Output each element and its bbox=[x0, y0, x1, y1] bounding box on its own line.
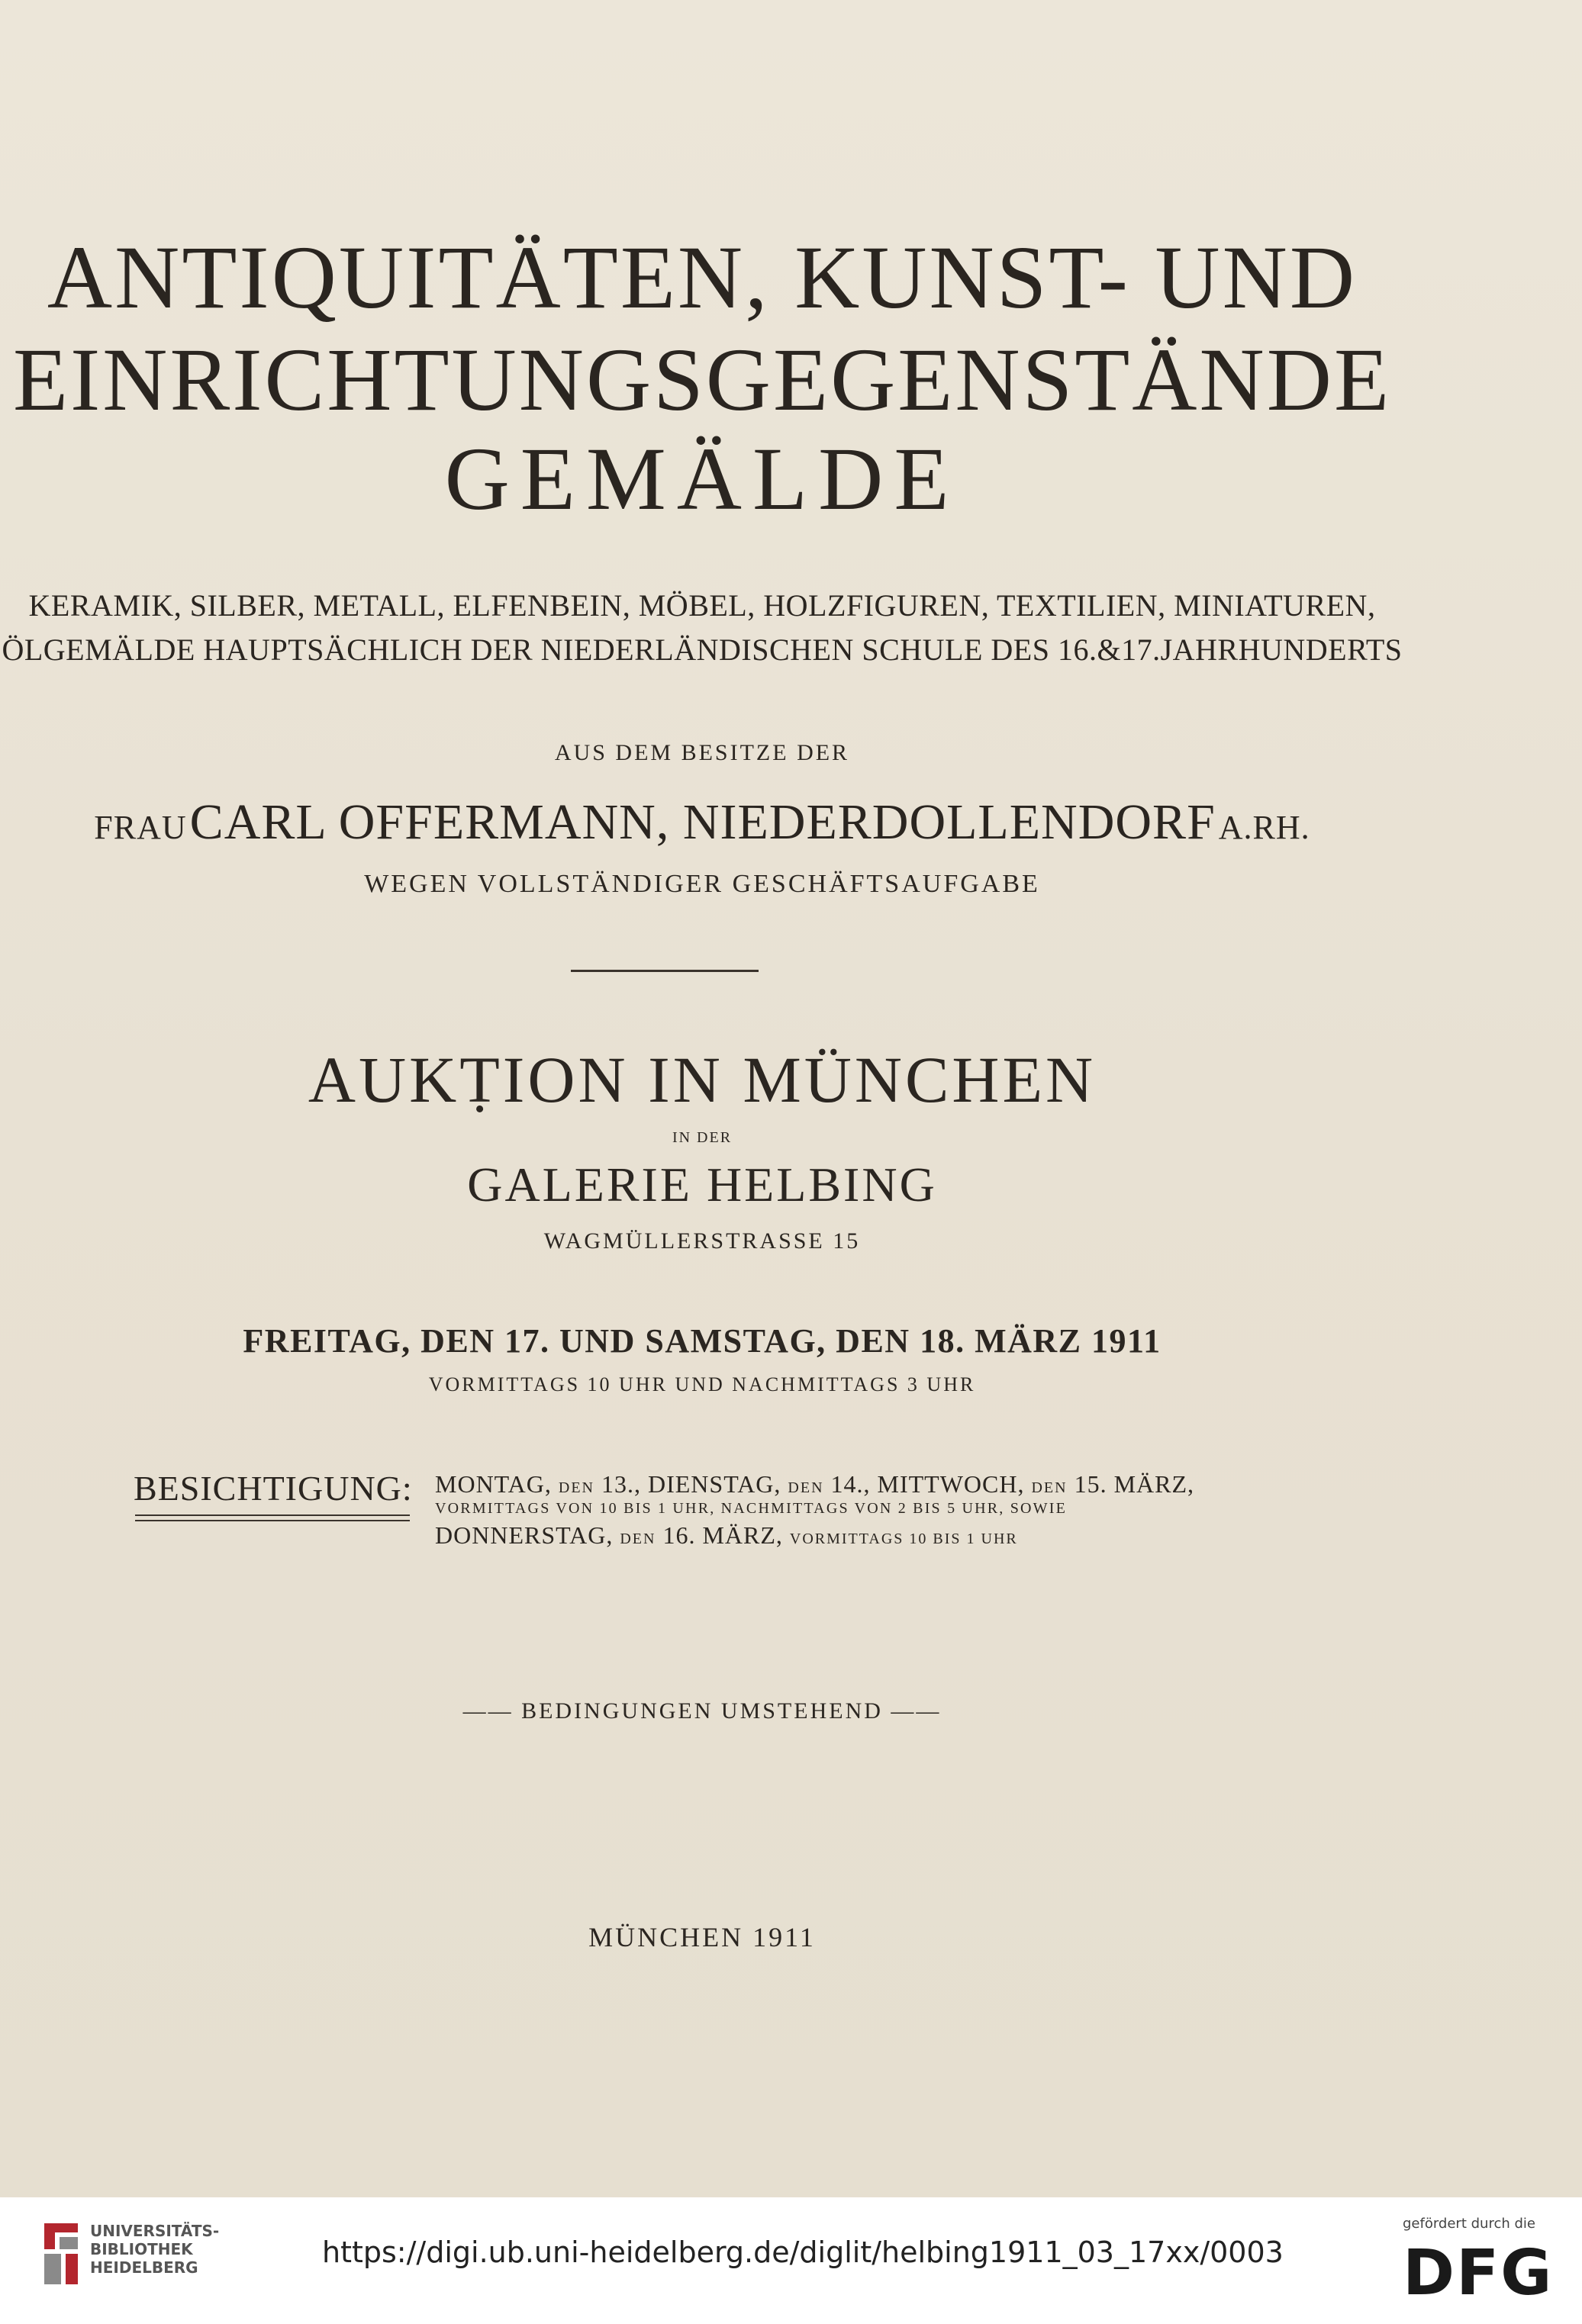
in-der-line: IN DER bbox=[672, 1129, 733, 1146]
title-line-3: GEMÄLDE bbox=[444, 429, 960, 529]
funded-by-label: gefördert durch die bbox=[1403, 2216, 1535, 2232]
library-name-line-1: UNIVERSITÄTS- bbox=[90, 2222, 220, 2240]
viewing-den-2: DEN bbox=[788, 1479, 824, 1496]
viewing-line-1 bbox=[435, 1470, 1194, 1498]
owner-line bbox=[0, 793, 1404, 851]
viewing-den-1: DEN bbox=[558, 1479, 594, 1496]
conditions-note: —— BEDINGUNGEN UMSTEHEND —— bbox=[462, 1698, 942, 1724]
library-name bbox=[90, 2222, 219, 2277]
viewing-den-4: DEN bbox=[620, 1531, 656, 1547]
owner-suffix: A.RH. bbox=[1218, 809, 1310, 846]
viewing-day-tuesday: 13., DIENSTAG, bbox=[601, 1470, 781, 1498]
auction-heading: AUKṬION IN MÜNCHEN bbox=[308, 1043, 1097, 1116]
title-line-2: EINRICHTUNGSGEGENSTÄNDE bbox=[12, 330, 1392, 430]
viewing-den-3: DEN bbox=[1031, 1479, 1068, 1496]
auction-dates: FREITAG, DEN 17. UND SAMSTAG, DEN 18. MÄRZ 1911 bbox=[243, 1322, 1162, 1360]
library-name-line-2: BIBLIOTHEK bbox=[90, 2240, 193, 2258]
subtitle-line-1: KERAMIK, SILBER, METALL, ELFENBEIN, MÖBEL, HOLZFIGUREN, TEXTILIEN, MINIATUREN, bbox=[28, 588, 1376, 623]
viewing-label: BESICHTIGUNG: bbox=[134, 1469, 413, 1508]
viewing-underline-2 bbox=[135, 1520, 410, 1521]
viewing-day-monday: MONTAG, bbox=[435, 1470, 552, 1498]
auction-times: VORMITTAGS 10 UHR UND NACHMITTAGS 3 UHR bbox=[428, 1373, 976, 1395]
viewing-line-2: VORMITTAGS VON 10 BIS 1 UHR, NACHMITTAGS VON 2 BIS 5 UHR, SOWIE bbox=[435, 1500, 1068, 1517]
permalink-url[interactable]: https://digi.ub.uni-heidelberg.de/diglit/helbing1911_03_17xx/0003 bbox=[322, 2235, 1284, 2269]
owner-prefix: FRAU bbox=[94, 809, 187, 846]
viewing-hours-thursday: VORMITTAGS 10 BIS 1 UHR bbox=[789, 1531, 1018, 1547]
place-year: MÜNCHEN 1911 bbox=[588, 1922, 816, 1952]
divider-rule bbox=[571, 970, 759, 972]
viewer-footer bbox=[0, 2197, 1582, 2324]
viewing-date-march-16: 16. MÄRZ, bbox=[662, 1521, 783, 1549]
university-library-logo-icon bbox=[38, 2219, 84, 2289]
viewing-date-march-15: 15. MÄRZ, bbox=[1074, 1470, 1195, 1498]
gallery-address: WAGMÜLLERSTRASSE 15 bbox=[543, 1228, 861, 1254]
provenance-line: AUS DEM BESITZE DER bbox=[554, 740, 850, 765]
library-name-line-3: HEIDELBERG bbox=[90, 2258, 198, 2277]
owner-name: CARL OFFERMANN, NIEDERDOLLENDORF bbox=[189, 794, 1216, 850]
subtitle-line-2: ÖLGEMÄLDE HAUPTSÄCHLICH DER NIEDERLÄNDISCHEN SCHULE DES 16.&17.JAHRHUNDERTS bbox=[2, 633, 1403, 667]
viewing-underline-1 bbox=[135, 1514, 410, 1516]
title-line-1: ANTIQUITÄTEN, KUNST- UND bbox=[47, 227, 1358, 327]
viewing-line-3 bbox=[435, 1521, 1018, 1550]
viewing-day-wednesday: 14., MITTWOCH, bbox=[830, 1470, 1025, 1498]
reason-line: WEGEN VOLLSTÄNDIGER GESCHÄFTSAUFGABE bbox=[364, 870, 1040, 898]
viewing-day-thursday: DONNERSTAG, bbox=[435, 1521, 614, 1549]
gallery-name: GALERIE HELBING bbox=[467, 1157, 937, 1212]
dfg-logo: DFG bbox=[1403, 2237, 1554, 2310]
